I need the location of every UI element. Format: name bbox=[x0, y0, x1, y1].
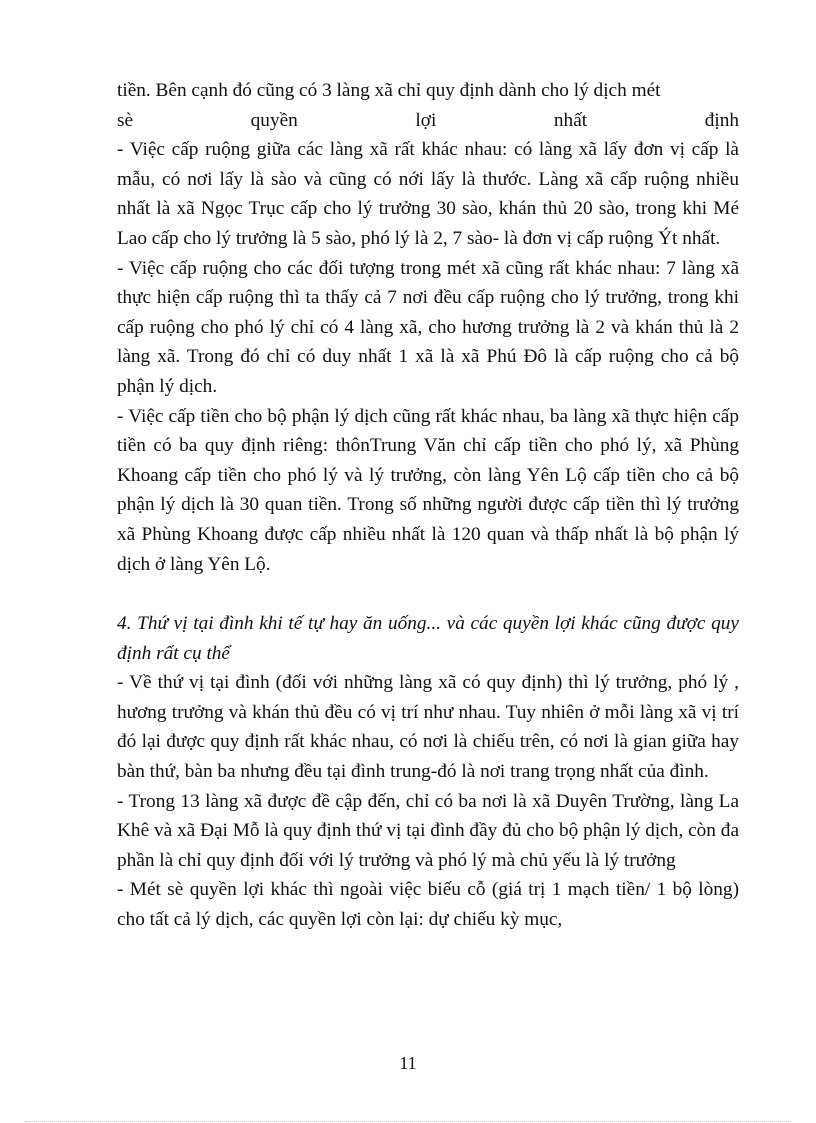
footer-dotted-rule bbox=[25, 1121, 791, 1122]
paragraph-seating-rank: - Về thứ vị tại đình (đối với những làng xã có quy định) thì lý trưởng, phó lý , hương trưởng và khán thủ đều có vị trí như nhau. Tuy nhiên ở mỗi làng xã vị trí đó lại được quy định rất khác nhau, có nơi là chiếu trên, có nơi là gian giữa hay bàn thứ, bàn ba nhưng đều tại đình trung-đó là nơi trang trọng nhất của đình. bbox=[117, 672, 739, 783]
paragraph-other-privileges: - Mét sè quyền lợi khác thì ngoài việc biếu cỗ (giá trị 1 mạch tiền/ 1 bộ lòng) cho tất cả lý dịch, các quyền lợi còn lại: dự chiếu kỳ mục, bbox=[117, 879, 739, 931]
paragraph-1: tiền. Bên cạnh đó cũng có 3 làng xã chỉ quy định dành cho lý dịch mét bbox=[117, 80, 661, 101]
paragraph-money-allocation: - Việc cấp tiền cho bộ phận lý dịch cũng rất khác nhau, ba làng xã thực hiện cấp tiền có ba quy định riêng: thônTrung Văn chỉ cấp tiền cho phó lý, xã Phùng Khoang cấp tiền cho phó lý và lý trưởng, còn làng Yên Lộ cấp tiền cho cả bộ phận lý dịch là 30 quan tiền. Trong số những người được cấp tiền thì lý trưởng xã Phùng Khoang được cấp nhiều nhất là 120 quan và thấp nhất là bộ phận lý dịch ở làng Yên Lộ. bbox=[117, 405, 739, 575]
paragraph-1-continued: sè quyền lợi nhất định bbox=[117, 109, 739, 131]
document-body bbox=[117, 76, 739, 935]
section-heading: 4. Thứ vị tại đình khi tế tự hay ăn uống... và các quyền lợi khác cũng được quy định rất cụ thể bbox=[117, 613, 739, 664]
paragraph-thirteen-villages: - Trong 13 làng xã được đề cập đến, chỉ có ba nơi là xã Duyên Trường, làng La Khê và xã Đại Mỗ là quy định thứ vị tại đình đầy đủ cho bộ phận lý dịch, còn đa phần là chỉ quy định đối với lý trưởng và phó lý mà chủ yếu là lý trưởng bbox=[117, 790, 739, 871]
page-number: 11 bbox=[399, 1053, 417, 1073]
paragraph-land-allocation: - Việc cấp ruộng giữa các làng xã rất khác nhau: có làng xã lấy đơn vị cấp là mẫu, có nơi lấy là sào và cũng có nới lấy là thước. Làng xã cấp ruộng nhiều nhất là xã Ngọc Trục cấp cho lý trưởng 30 sào, khán thủ 20 sào, trong khi Mé Lao cấp cho lý trưởng là 5 sào, phó lý là 2, 7 sào- là đơn vị cấp ruộng Ýt nhất. bbox=[117, 139, 739, 249]
section-gap bbox=[117, 579, 739, 609]
paragraph-land-recipients: - Việc cấp ruộng cho các đối tượng trong mét xã cũng rất khác nhau: 7 làng xã thực hiện cấp ruộng thì ta thấy cả 7 nơi đều cấp ruộng cho lý trưởng, trong khi cấp ruộng cho phó lý chỉ có 4 làng xã, cho hương trưởng là 2 và khán thủ là 2 làng xã. Trong đó chỉ có duy nhất 1 xã là xã Phú Đô là cấp ruộng cho cả bộ phận lý dịch. bbox=[117, 257, 739, 397]
